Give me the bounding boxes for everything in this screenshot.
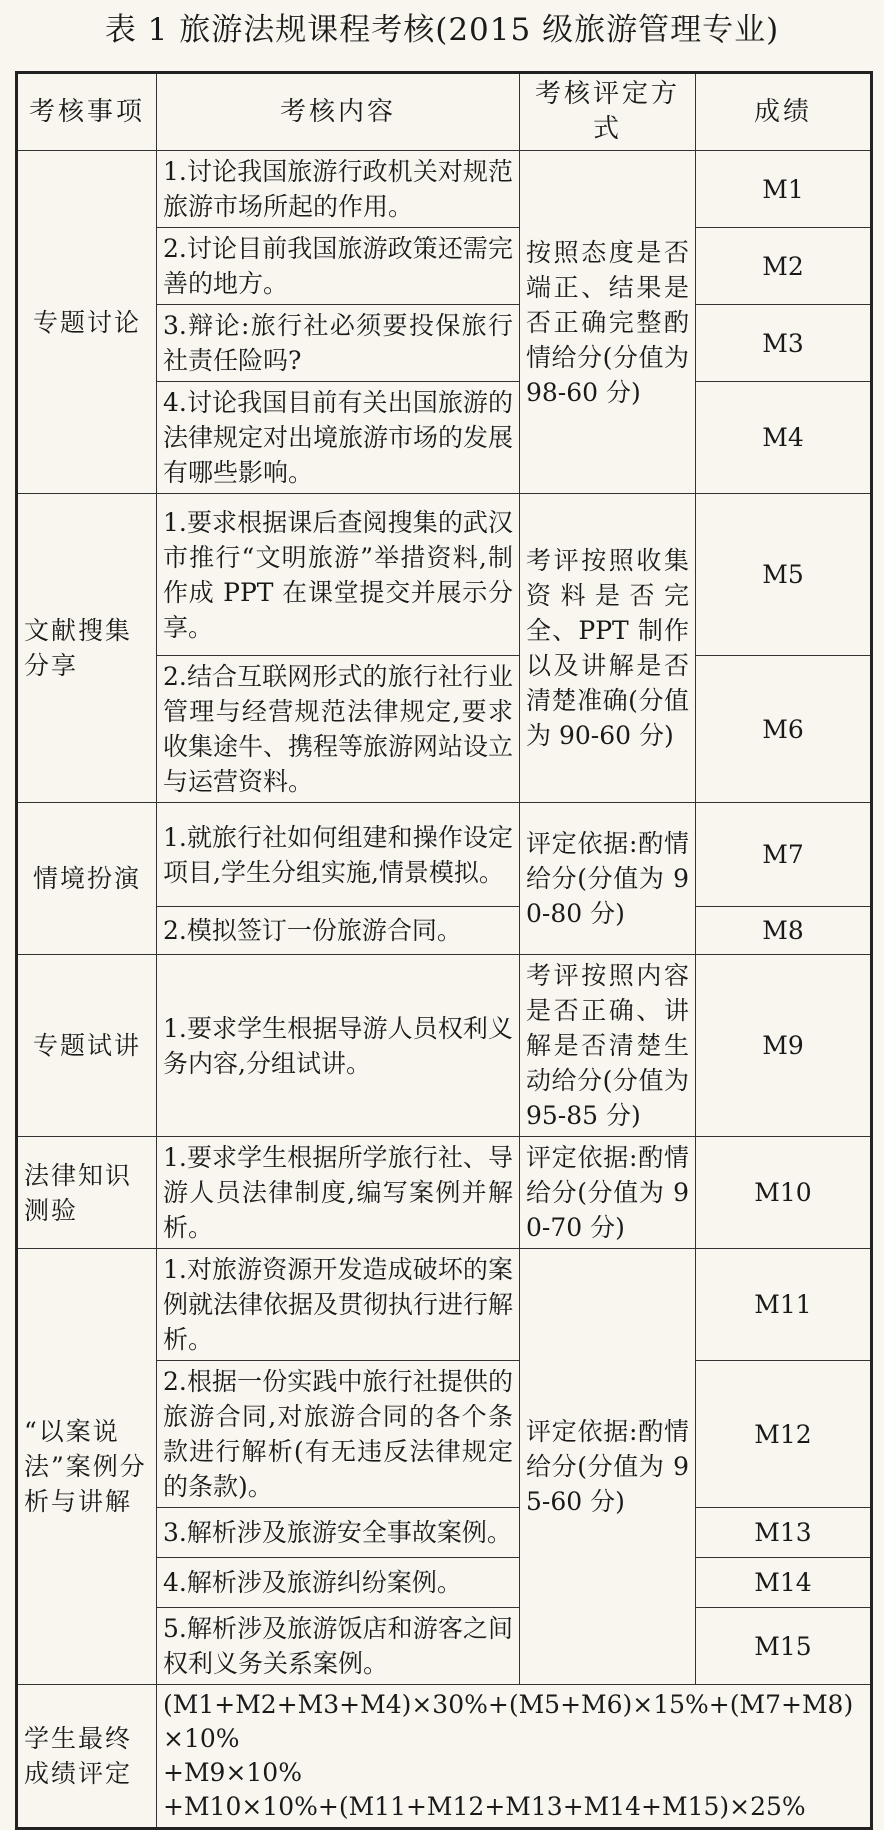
header-item: 考核事项 <box>17 73 157 151</box>
group-item: “以案说法”案例分析与讲解 <box>17 1249 157 1685</box>
final-row <box>17 1685 872 1829</box>
row-grade: M3 <box>696 305 872 382</box>
group-method: 考评按照收集资料是否完全、PPT 制作以及讲解是否清楚准确(分值为 90-60 分) <box>520 494 696 803</box>
final-formula <box>157 1685 872 1829</box>
table-row <box>17 955 872 1137</box>
row-content: 1.对旅游资源开发造成破坏的案例就法律依据及贯彻执行进行解析。 <box>157 1249 520 1361</box>
row-content: 1.就旅行社如何组建和操作设定项目,学生分组实施,情景模拟。 <box>157 803 520 907</box>
group-method: 评定依据:酌情给分(分值为 95-60 分) <box>520 1249 696 1685</box>
row-grade: M7 <box>696 803 872 907</box>
group-item: 情境扮演 <box>17 803 157 955</box>
row-grade: M5 <box>696 494 872 656</box>
group-method: 评定依据:酌情给分(分值为 90-80 分) <box>520 803 696 955</box>
group-item: 法律知识测验 <box>17 1137 157 1249</box>
row-grade: M2 <box>696 228 872 305</box>
header-method: 考核评定方式 <box>520 73 696 151</box>
row-content: 3.辩论:旅行社必须要投保旅行社责任险吗? <box>157 305 520 382</box>
row-content: 2.根据一份实践中旅行社提供的旅游合同,对旅游合同的各个条款进行解析(有无违反法律规定的条款)。 <box>157 1361 520 1508</box>
row-content: 1.要求学生根据所学旅行社、导游人员法律制度,编写案例并解析。 <box>157 1137 520 1249</box>
row-content: 2.讨论目前我国旅游政策还需完善的地方。 <box>157 228 520 305</box>
formula-line-3: +M10×10%+(M11+M12+M13+M14+M15)×25% <box>163 1792 806 1821</box>
table-row <box>17 1249 872 1361</box>
row-grade: M10 <box>696 1137 872 1249</box>
table-row <box>17 803 872 907</box>
row-content: 1.讨论我国旅游行政机关对规范旅游市场所起的作用。 <box>157 151 520 228</box>
row-grade: M9 <box>696 955 872 1137</box>
group-item: 文献搜集分享 <box>17 494 157 803</box>
row-grade: M11 <box>696 1249 872 1361</box>
group-method: 评定依据:酌情给分(分值为 90-70 分) <box>520 1137 696 1249</box>
group-item: 专题讨论 <box>17 151 157 494</box>
row-content: 1.要求学生根据导游人员权利义务内容,分组试讲。 <box>157 955 520 1137</box>
row-content: 3.解析涉及旅游安全事故案例。 <box>157 1508 520 1558</box>
row-content: 1.要求根据课后查阅搜集的武汉市推行“文明旅游”举措资料,制作成 PPT 在课堂提交并展示分享。 <box>157 494 520 656</box>
formula-line-2: +M9×10% <box>163 1758 302 1787</box>
formula-line-1: (M1+M2+M3+M4)×30%+(M5+M6)×15%+(M7+M8)×10% <box>163 1690 854 1753</box>
row-grade: M13 <box>696 1508 872 1558</box>
row-grade: M8 <box>696 907 872 955</box>
row-content: 2.模拟签订一份旅游合同。 <box>157 907 520 955</box>
group-item: 专题试讲 <box>17 955 157 1137</box>
row-content: 4.讨论我国目前有关出国旅游的法律规定对出境旅游市场的发展有哪些影响。 <box>157 382 520 494</box>
row-grade: M14 <box>696 1558 872 1608</box>
row-grade: M15 <box>696 1608 872 1685</box>
header-content: 考核内容 <box>157 73 520 151</box>
row-grade: M12 <box>696 1361 872 1508</box>
table-title: 表 1 旅游法规课程考核(2015 级旅游管理专业) <box>104 12 780 48</box>
row-grade: M4 <box>696 382 872 494</box>
assessment-table <box>15 71 873 1830</box>
header-grade: 成绩 <box>696 73 872 151</box>
table-row <box>17 151 872 228</box>
table-row <box>17 494 872 656</box>
header-row <box>17 73 872 151</box>
final-item: 学生最终成绩评定 <box>17 1685 157 1829</box>
group-method: 考评按照内容是否正确、讲解是否清楚生动给分(分值为 95-85 分) <box>520 955 696 1137</box>
row-content: 2.结合互联网形式的旅行社行业管理与经营规范法律规定,要求收集途牛、携程等旅游网站设立与运营资料。 <box>157 656 520 803</box>
row-grade: M1 <box>696 151 872 228</box>
row-content: 4.解析涉及旅游纠纷案例。 <box>157 1558 520 1608</box>
row-grade: M6 <box>696 656 872 803</box>
row-content: 5.解析涉及旅游饭店和游客之间权利义务关系案例。 <box>157 1608 520 1685</box>
table-row <box>17 1137 872 1249</box>
group-method: 按照态度是否端正、结果是否正确完整酌情给分(分值为 98-60 分) <box>520 151 696 494</box>
